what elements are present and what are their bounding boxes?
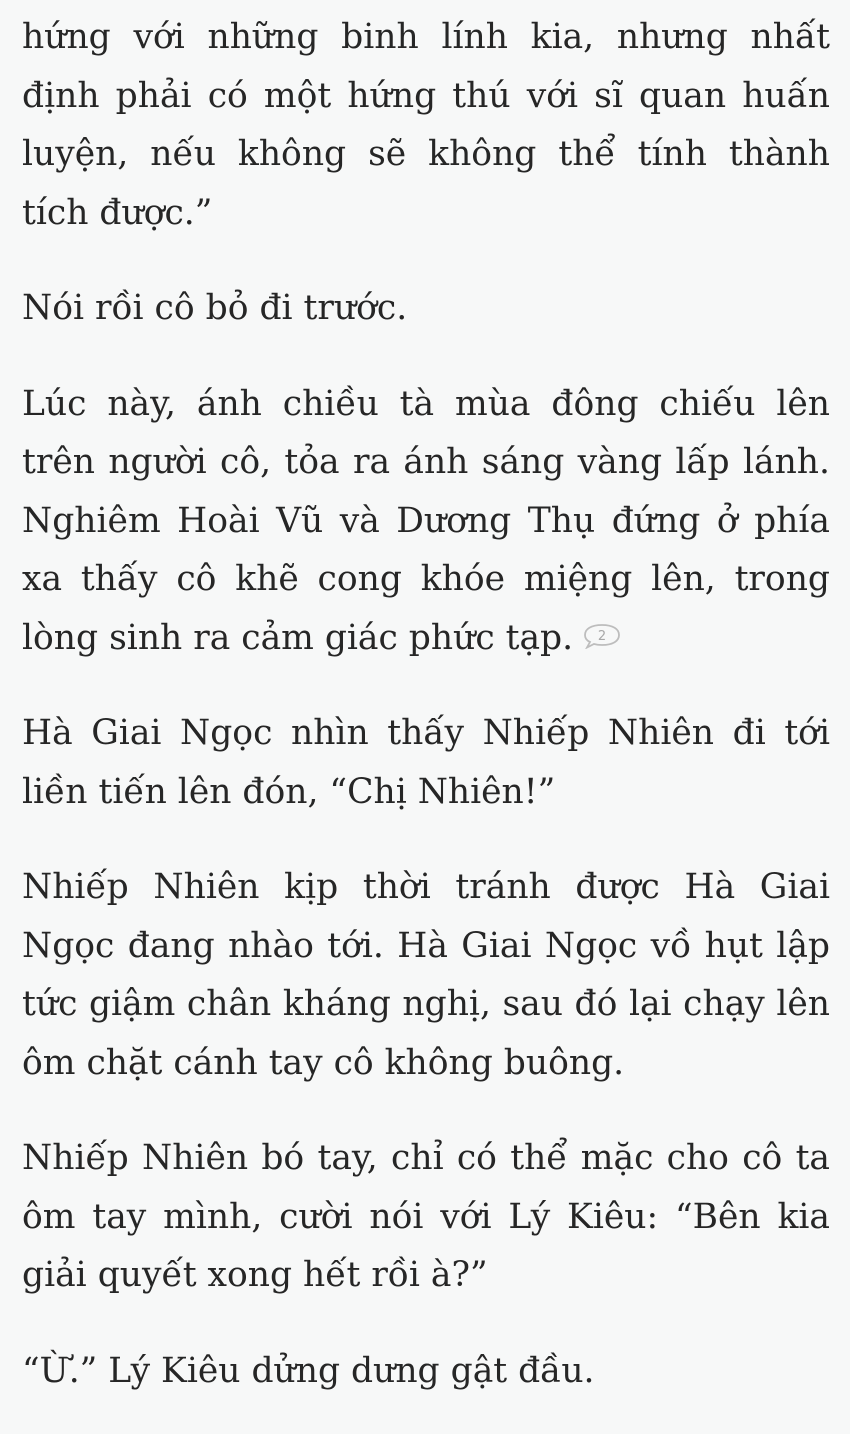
paragraph-text: hứng với những binh lính kia, nhưng nhất định phải có một hứng thú với sĩ quan huấn luyện, nếu không sẽ không thể tính thành tích được.”: [22, 17, 830, 233]
comment-count: 2: [597, 629, 607, 644]
paragraph-5: [22, 858, 830, 1092]
paragraph-text: “Ừ.” Lý Kiêu dửng dưng gật đầu.: [22, 1350, 595, 1391]
paragraph-text: Hà Giai Ngọc nhìn thấy Nhiếp Nhiên đi tới liền tiến lên đón, “Chị Nhiên!”: [22, 713, 830, 812]
paragraph-2: [22, 279, 830, 338]
paragraph-text: Nhiếp Nhiên bó tay, chỉ có thể mặc cho cô ta ôm tay mình, cười nói với Lý Kiêu: “Bên kia giải quyết xong hết rồi à?”: [22, 1138, 830, 1295]
paragraph-text: Lúc này, ánh chiều tà mùa đông chiếu lên trên người cô, tỏa ra ánh sáng vàng lấp lánh. Nghiêm Hoài Vũ và Dương Thụ đứng ở phía xa thấy cô khẽ cong khóe miệng lên, trong lòng sinh ra cảm giác phức tạp.: [22, 383, 830, 658]
comment-bubble-icon[interactable]: [583, 623, 621, 649]
paragraph-7: [22, 1342, 830, 1401]
paragraph-text: Nói rồi cô bỏ đi trước.: [22, 288, 408, 328]
paragraph-text: Nhiếp Nhiên kịp thời tránh được Hà Giai Ngọc đang nhào tới. Hà Giai Ngọc vồ hụt lập tức giậm chân kháng nghị, sau đó lại chạy lên ôm chặt cánh tay cô không buông.: [22, 867, 830, 1083]
reader-content: [22, 8, 830, 1400]
paragraph-1: [22, 8, 830, 242]
paragraph-6: [22, 1129, 830, 1305]
paragraph-3: [22, 375, 830, 668]
paragraph-4: [22, 704, 830, 821]
